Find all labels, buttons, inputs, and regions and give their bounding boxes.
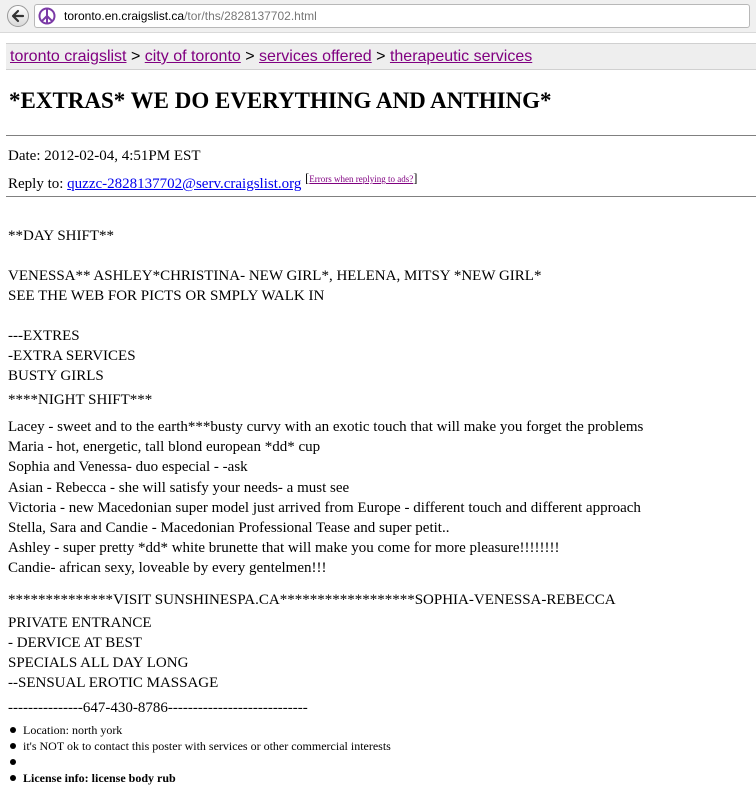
breadcrumb-separator: > <box>376 48 386 65</box>
reply-label: Reply to: <box>8 176 64 192</box>
breadcrumb-city-of-toronto[interactable]: city of toronto <box>144 48 241 65</box>
posting-info-list <box>8 722 391 786</box>
body-line: Ashley - super pretty *dd* white brunette that will make you come for more pleasure!!!!!!!! <box>8 540 560 556</box>
body-line: Stella, Sara and Candie - Macedonian Professional Tease and super petit.. <box>8 520 450 536</box>
back-arrow-icon <box>11 9 25 23</box>
url-host: toronto.en.craigslist.ca <box>64 9 185 23</box>
breadcrumb-therapeutic-services[interactable]: therapeutic services <box>389 48 533 65</box>
body-line: ---EXTRES <box>8 328 80 344</box>
browser-address-bar <box>0 0 756 33</box>
body-line: ****NIGHT SHIFT*** <box>8 392 153 408</box>
body-line: SPECIALS ALL DAY LONG <box>8 655 189 671</box>
body-line: Lacey - sweet and to the earth***busty curvy with an exotic touch that will make you forget the problems <box>8 419 644 435</box>
body-line: - DERVICE AT BEST <box>8 635 142 651</box>
reply-line: Reply to: quzzc-2828137702@serv.craigslist.org [Errors when replying to ads?] <box>8 171 418 192</box>
breadcrumb-separator: > <box>245 48 255 65</box>
post-title: *EXTRAS* WE DO EVERYTHING AND ANTHING* <box>9 88 552 113</box>
breadcrumb <box>6 43 756 70</box>
url-path: /tor/ths/2828137702.html <box>184 9 317 23</box>
body-line: --SENSUAL EROTIC MASSAGE <box>8 675 219 691</box>
body-line: Maria - hot, energetic, tall blond european *dd* cup <box>8 439 321 455</box>
license-info-item: License info: license body rub <box>8 770 391 786</box>
errors-replying-link[interactable]: Errors when replying to ads? <box>309 174 414 184</box>
url-field[interactable] <box>34 4 750 28</box>
body-line: Asian - Rebecca - she will satisfy your needs- a must see <box>8 480 350 496</box>
body-line: ---------------647-430-8786---------------------------- <box>8 700 308 716</box>
post-date: Date: 2012-02-04, 4:51PM EST <box>8 148 201 164</box>
body-line: BUSTY GIRLS <box>8 368 104 384</box>
breadcrumb-separator: > <box>130 48 141 65</box>
body-line: SEE THE WEB FOR PICTS OR SMPLY WALK IN <box>8 288 325 304</box>
reply-email-link[interactable]: quzzc-2828137702@serv.craigslist.org <box>67 176 302 192</box>
location-item: Location: north york <box>8 722 391 738</box>
empty-item <box>8 754 391 770</box>
body-line: **************VISIT SUNSHINESPA.CA******************SOPHIA-VENESSA-REBECCA <box>8 592 616 608</box>
body-line: Sophia and Venessa- duo especial - -ask <box>8 459 248 475</box>
peace-sign-icon <box>38 7 56 25</box>
body-line: Candie- african sexy, loveable by every gentelmen!!! <box>8 560 327 576</box>
body-line: -EXTRA SERVICES <box>8 348 136 364</box>
body-line: Victoria - new Macedonian super model just arrived from Europe - different touch and different approach <box>8 500 641 516</box>
divider <box>6 135 756 136</box>
breadcrumb-services-offered[interactable]: services offered <box>259 48 372 65</box>
body-line: PRIVATE ENTRANCE <box>8 615 152 631</box>
divider <box>6 196 756 197</box>
breadcrumb-toronto-craigslist[interactable]: toronto craigslist <box>10 48 127 65</box>
back-button[interactable] <box>7 5 29 27</box>
contact-notice-item: it's NOT ok to contact this poster with services or other commercial interests <box>8 738 391 754</box>
body-line: **DAY SHIFT** <box>8 228 114 244</box>
body-line: VENESSA** ASHLEY*CHRISTINA- NEW GIRL*, HELENA, MITSY *NEW GIRL* <box>8 268 542 284</box>
